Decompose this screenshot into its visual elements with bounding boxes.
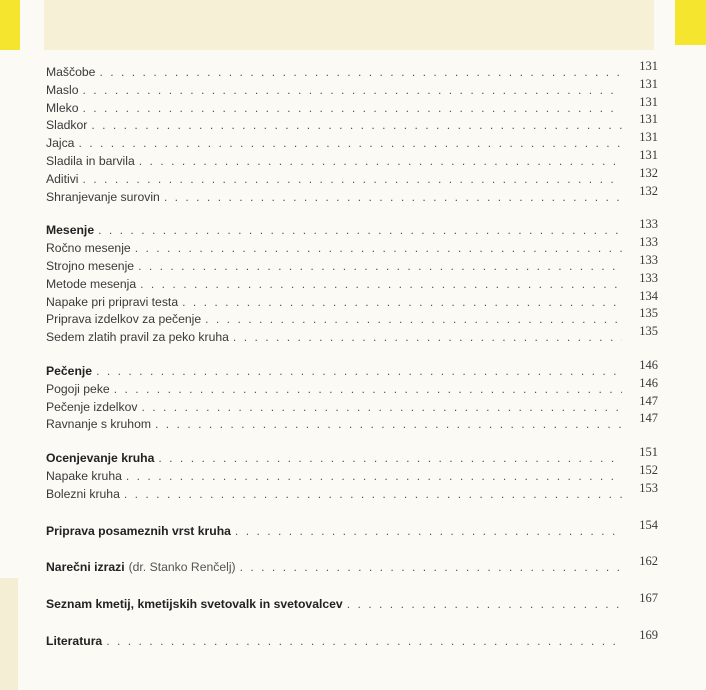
toc-entry-label: Priprava izdelkov za pečenje xyxy=(46,312,202,327)
toc-entry-label: Aditivi xyxy=(46,171,79,186)
toc-page-number: 146 xyxy=(639,357,658,372)
toc-page-number: 147 xyxy=(639,393,658,408)
toc-page-number: 131 xyxy=(639,130,658,145)
dot-leader xyxy=(98,222,622,240)
toc-entry[interactable] xyxy=(46,270,658,294)
toc-entry-label: Mleko xyxy=(46,100,79,115)
toc-chapter-entry[interactable] xyxy=(46,554,658,577)
toc-page-number: 132 xyxy=(639,165,658,180)
toc-page-number: 154 xyxy=(639,517,658,532)
header-band xyxy=(44,0,654,50)
toc-entry-note: (dr. Stanko Renčelj) xyxy=(128,560,236,575)
table-of-contents xyxy=(46,59,658,651)
toc-page-number: 131 xyxy=(639,94,658,109)
toc-entry[interactable] xyxy=(46,411,658,434)
toc-entry[interactable] xyxy=(46,112,658,135)
toc-entry-label: Pogoji peke xyxy=(46,381,110,396)
toc-page-number: 162 xyxy=(639,554,658,569)
toc-chapter-entry[interactable] xyxy=(46,445,658,468)
side-band-bottom xyxy=(0,578,18,690)
toc-chapter-entry[interactable] xyxy=(46,357,658,381)
toc-entry-label: Bolezni kruha xyxy=(46,486,120,501)
dot-leader xyxy=(164,189,622,207)
toc-entry[interactable] xyxy=(46,235,658,258)
toc-entry-label: Priprava posameznih vrst kruha xyxy=(46,523,231,538)
toc-chapter-entry[interactable] xyxy=(46,591,658,614)
toc-page-number: 169 xyxy=(639,627,658,642)
toc-page-number: 153 xyxy=(639,480,658,495)
dot-leader xyxy=(114,381,622,399)
toc-page-number: 146 xyxy=(639,375,658,390)
toc-entry[interactable] xyxy=(46,324,658,347)
section-gap xyxy=(46,434,658,450)
toc-entry[interactable] xyxy=(46,375,658,399)
dot-leader xyxy=(205,311,622,329)
toc-page-number: 133 xyxy=(639,270,658,285)
yellow-tab-left xyxy=(0,0,20,50)
dot-leader xyxy=(233,329,622,347)
dot-leader xyxy=(99,64,622,82)
dot-leader xyxy=(347,596,622,614)
dot-leader xyxy=(140,276,622,294)
toc-entry-label: Napake pri pripravi testa xyxy=(46,294,179,309)
dot-leader xyxy=(235,523,622,541)
dot-leader xyxy=(96,363,622,381)
toc-entry-label: Sladila in barvila xyxy=(46,153,135,168)
toc-entry-label: Sedem zlatih pravil za peko kruha xyxy=(46,330,229,345)
toc-page-number: 131 xyxy=(639,147,658,162)
dot-leader xyxy=(124,486,622,504)
toc-entry-label: Maščobe xyxy=(46,65,96,79)
dot-leader xyxy=(126,468,622,486)
toc-entry[interactable] xyxy=(46,306,658,329)
toc-entry[interactable] xyxy=(46,462,658,486)
toc-entry-label: Ročno mesenje xyxy=(46,241,131,256)
toc-entry-label: Metode mesenja xyxy=(46,276,137,291)
toc-page-number: 151 xyxy=(639,445,658,460)
toc-entry-label: Maslo xyxy=(46,82,79,97)
toc-entry[interactable] xyxy=(46,183,658,207)
toc-entry-label: Literatura xyxy=(46,633,103,648)
toc-entry-label: Jajca xyxy=(46,136,75,151)
section-gap xyxy=(46,206,658,222)
toc-entry[interactable] xyxy=(46,288,658,312)
toc-page-number: 167 xyxy=(639,591,658,606)
dot-leader xyxy=(135,240,622,258)
toc-entry-label: Strojno mesenje xyxy=(46,258,135,273)
toc-entry[interactable] xyxy=(46,480,658,504)
toc-page-number: 133 xyxy=(639,252,658,267)
section-gap xyxy=(46,577,658,596)
toc-page-number: 134 xyxy=(639,288,658,303)
section-gap xyxy=(46,504,658,523)
toc-chapter-entry[interactable] xyxy=(46,627,658,651)
dot-leader xyxy=(182,294,622,312)
toc-page-number: 131 xyxy=(639,76,658,91)
toc-page-number: 147 xyxy=(639,411,658,426)
toc-entry-label: Pečenje xyxy=(46,363,93,378)
toc-entry-label: Mesenje xyxy=(46,223,95,238)
dot-leader xyxy=(155,416,622,434)
toc-entry[interactable] xyxy=(46,165,658,189)
dot-leader xyxy=(139,153,622,171)
toc-entry-label: Narečni izrazi xyxy=(46,560,125,575)
dot-leader xyxy=(106,633,622,651)
dot-leader xyxy=(83,100,622,118)
toc-entry[interactable] xyxy=(46,393,658,417)
toc-entry-label: Pečenje izdelkov xyxy=(46,399,138,414)
toc-page-number: 152 xyxy=(639,462,658,477)
toc-page-number: 133 xyxy=(639,217,658,232)
toc-page-number: 131 xyxy=(639,59,658,73)
toc-entry[interactable] xyxy=(46,59,658,82)
toc-page-number: 131 xyxy=(639,112,658,127)
toc-chapter-entry[interactable] xyxy=(46,517,658,541)
toc-page-number: 135 xyxy=(639,324,658,339)
toc-entry-label: Sladkor xyxy=(46,118,88,133)
toc-entry[interactable] xyxy=(46,76,658,100)
dot-leader xyxy=(158,450,622,468)
toc-page-number: 135 xyxy=(639,306,658,321)
toc-entry[interactable] xyxy=(46,94,658,118)
toc-entry[interactable] xyxy=(46,252,658,276)
yellow-tab-right xyxy=(675,0,706,45)
dot-leader xyxy=(91,117,622,135)
toc-entry[interactable] xyxy=(46,130,658,153)
toc-entry-label: Ravnanje s kruhom xyxy=(46,417,151,432)
toc-entry-label: Ocenjevanje kruha xyxy=(46,451,155,466)
dot-leader xyxy=(83,171,622,189)
section-gap xyxy=(46,540,658,559)
dot-leader xyxy=(138,258,622,276)
toc-page-number: 132 xyxy=(639,183,658,198)
toc-entry-label: Shranjevanje surovin xyxy=(46,189,160,204)
toc-page-number: 133 xyxy=(639,235,658,250)
toc-entry-label: Napake kruha xyxy=(46,468,122,483)
toc-chapter-entry[interactable] xyxy=(46,217,658,240)
toc-entry[interactable] xyxy=(46,147,658,171)
dot-leader xyxy=(141,399,622,417)
section-gap xyxy=(46,614,658,633)
section-gap xyxy=(46,347,658,363)
toc-entry-label: Seznam kmetij, kmetijskih svetovalk in svetovalcev xyxy=(46,597,343,612)
dot-leader xyxy=(240,559,622,577)
dot-leader xyxy=(78,135,622,153)
dot-leader xyxy=(83,82,622,100)
